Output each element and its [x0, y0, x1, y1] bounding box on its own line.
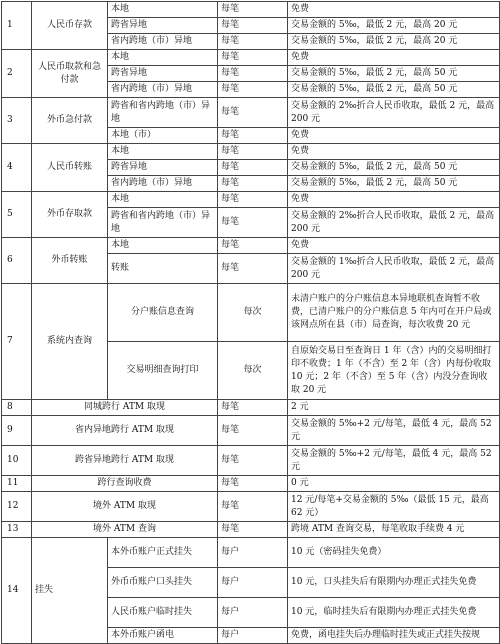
row-number: 14: [2, 538, 32, 644]
service-name: 系统内查询: [32, 284, 108, 400]
table-row: [2, 446, 500, 476]
region-cell: 本地: [108, 144, 218, 160]
table-row: [2, 238, 500, 254]
fee-cell: 交易金额的 5‰，最低 2 元，最高 50 元: [288, 160, 500, 176]
fee-cell: 10 元，口头挂失后有限期内办理正式挂失免费: [288, 568, 500, 598]
fee-cell: 交易金额的 5‰，最低 2 元，最高 50 元: [288, 82, 500, 98]
fee-cell: 0 元: [288, 476, 500, 492]
row-number: 11: [2, 476, 32, 492]
table-row: [2, 400, 500, 416]
unit-cell: 每笔: [218, 66, 288, 82]
fee-cell: 交易金额的 1‰折合人民币收取，最低 2 元，最高 200 元: [288, 254, 500, 284]
region-cell: 本地: [108, 2, 218, 18]
unit-cell: 每次: [218, 342, 288, 400]
row-number: 4: [2, 144, 32, 192]
row-number: 12: [2, 492, 32, 522]
table-row: [2, 538, 500, 568]
row-number: 9: [2, 416, 32, 446]
row-number: 5: [2, 192, 32, 238]
fee-cell: 免费: [288, 144, 500, 160]
region-cell: 转账: [108, 254, 218, 284]
row-number: 8: [2, 400, 32, 416]
region-cell: 跨省和省内跨地（市）异地: [108, 208, 218, 238]
fee-cell: 免费: [288, 128, 500, 144]
fee-table-body: [2, 2, 500, 644]
region-cell: 本地: [108, 238, 218, 254]
unit-cell: 每户: [218, 538, 288, 568]
unit-cell: 每笔: [218, 98, 288, 128]
region-cell: 本外币账户函电: [108, 628, 218, 644]
fee-cell: 交易金额的 2‰折合人民币收取，最低 2 元，最高 200 元: [288, 208, 500, 238]
service-name: 人民币取款和急付款: [32, 50, 108, 98]
service-name: 外币存取款: [32, 192, 108, 238]
service-name: 境外 ATM 取现: [32, 492, 218, 522]
service-name: 省内异地跨行 ATM 取现: [32, 416, 218, 446]
fee-cell: 免费: [288, 50, 500, 66]
table-row: [2, 492, 500, 522]
service-name: 挂失: [32, 538, 108, 644]
table-row: [2, 416, 500, 446]
unit-cell: 每笔: [218, 2, 288, 18]
fee-cell: 交易金额的 5‰，最低 2 元，最高 20 元: [288, 34, 500, 50]
unit-cell: 每笔: [218, 128, 288, 144]
unit-cell: 每笔: [218, 522, 288, 538]
row-number: 7: [2, 284, 32, 400]
fee-cell: 交易金额的 5‰，最低 2 元，最高 20 元: [288, 18, 500, 34]
fee-cell: 自原始交易日至查询日 1 年（含）内的交易明细打印不收费；1 年（不含）至 2 年（含）内每份收取10 元；2 年（不含）至 5 年（含）内没分查询收取 20 元: [288, 342, 500, 400]
fee-cell: 2 元: [288, 400, 500, 416]
unit-cell: 每笔: [218, 50, 288, 66]
fee-cell: 交易金额的 5‰，最低 2 元，最高 50 元: [288, 66, 500, 82]
fee-table: [1, 1, 500, 644]
unit-cell: 每笔: [218, 254, 288, 284]
service-name: 人民币转账: [32, 144, 108, 192]
service-name: 境外 ATM 查询: [32, 522, 218, 538]
fee-cell: 交易金额的 5‰+2 元/每笔，最低 4 元，最高 52 元: [288, 416, 500, 446]
row-number: 2: [2, 50, 32, 98]
unit-cell: 每笔: [218, 160, 288, 176]
region-cell: 交易明细查询打印: [108, 342, 218, 400]
fee-cell: 跨境 ATM 查询交易，每笔收取手续费 4 元: [288, 522, 500, 538]
unit-cell: 每笔: [218, 34, 288, 50]
service-name: 外币转账: [32, 238, 108, 284]
unit-cell: 每笔: [218, 176, 288, 192]
unit-cell: 每笔: [218, 144, 288, 160]
table-row: [2, 476, 500, 492]
region-cell: 外币币账户口头挂失: [108, 568, 218, 598]
unit-cell: 每次: [218, 284, 288, 342]
region-cell: 本地: [108, 192, 218, 208]
unit-cell: 每笔: [218, 416, 288, 446]
service-name: 跨行查询收费: [32, 476, 218, 492]
row-number: 13: [2, 522, 32, 538]
row-number: 1: [2, 2, 32, 50]
unit-cell: 每笔: [218, 238, 288, 254]
row-number: 10: [2, 446, 32, 476]
region-cell: 省内跨地（市）异地: [108, 176, 218, 192]
table-row: [2, 98, 500, 128]
service-name: 跨省异地跨行 ATM 取现: [32, 446, 218, 476]
table-row: [2, 284, 500, 342]
table-row: [2, 522, 500, 538]
service-name: 人民币存款: [32, 2, 108, 50]
row-number: 3: [2, 98, 32, 144]
fee-cell: 免费: [288, 192, 500, 208]
fee-cell: 交易金额的 5‰，最低 2 元，最高 50 元: [288, 176, 500, 192]
fee-cell: 免费: [288, 2, 500, 18]
unit-cell: 每笔: [218, 82, 288, 98]
fee-cell: 交易金额的 5‰+2 元/每笔，最低 4 元，最高 52 元: [288, 446, 500, 476]
region-cell: 跨省异地: [108, 18, 218, 34]
unit-cell: 每笔: [218, 476, 288, 492]
region-cell: 跨省和省内跨地（市）异地: [108, 98, 218, 128]
table-row: [2, 144, 500, 160]
unit-cell: 每户: [218, 568, 288, 598]
unit-cell: 每笔: [218, 492, 288, 522]
unit-cell: 每笔: [218, 446, 288, 476]
service-name: 同城跨行 ATM 取现: [32, 400, 218, 416]
unit-cell: 每笔: [218, 18, 288, 34]
unit-cell: 每户: [218, 598, 288, 628]
fee-cell: 免费，函电挂失后办理临时挂失或正式挂失按规: [288, 628, 500, 644]
service-name: 外币急付款: [32, 98, 108, 144]
fee-cell: 未清户账户的分户账信息本异地联机查询暂不收费，已清户账户的分户账信息 5 年内可在开户局或该网点所在县（市）局查询，每次收费 20 元: [288, 284, 500, 342]
unit-cell: 每笔: [218, 192, 288, 208]
region-cell: 跨省异地: [108, 66, 218, 82]
unit-cell: 每户: [218, 628, 288, 644]
row-number: 6: [2, 238, 32, 284]
region-cell: 跨省异地: [108, 160, 218, 176]
table-row: [2, 192, 500, 208]
region-cell: 省内跨地（市）异地: [108, 34, 218, 50]
region-cell: 分户账信息查询: [108, 284, 218, 342]
fee-cell: 10 元（密码挂失免费）: [288, 538, 500, 568]
unit-cell: 每笔: [218, 400, 288, 416]
fee-cell: 12 元/每笔+交易金额的 5‰（最低 15 元，最高 62 元）: [288, 492, 500, 522]
table-row: [2, 50, 500, 66]
region-cell: 本外币账户正式挂失: [108, 538, 218, 568]
fee-cell: 10 元，临时挂失后有限期内办理正式挂失免费: [288, 598, 500, 628]
region-cell: 本地: [108, 50, 218, 66]
region-cell: 人民币账户临时挂失: [108, 598, 218, 628]
unit-cell: 每笔: [218, 208, 288, 238]
fee-cell: 免费: [288, 238, 500, 254]
fee-cell: 交易金额的 2‰折合人民币收取，最低 2 元，最高 200 元: [288, 98, 500, 128]
region-cell: 本地（市）: [108, 128, 218, 144]
region-cell: 省内跨地（市）异地: [108, 82, 218, 98]
table-row: [2, 2, 500, 18]
